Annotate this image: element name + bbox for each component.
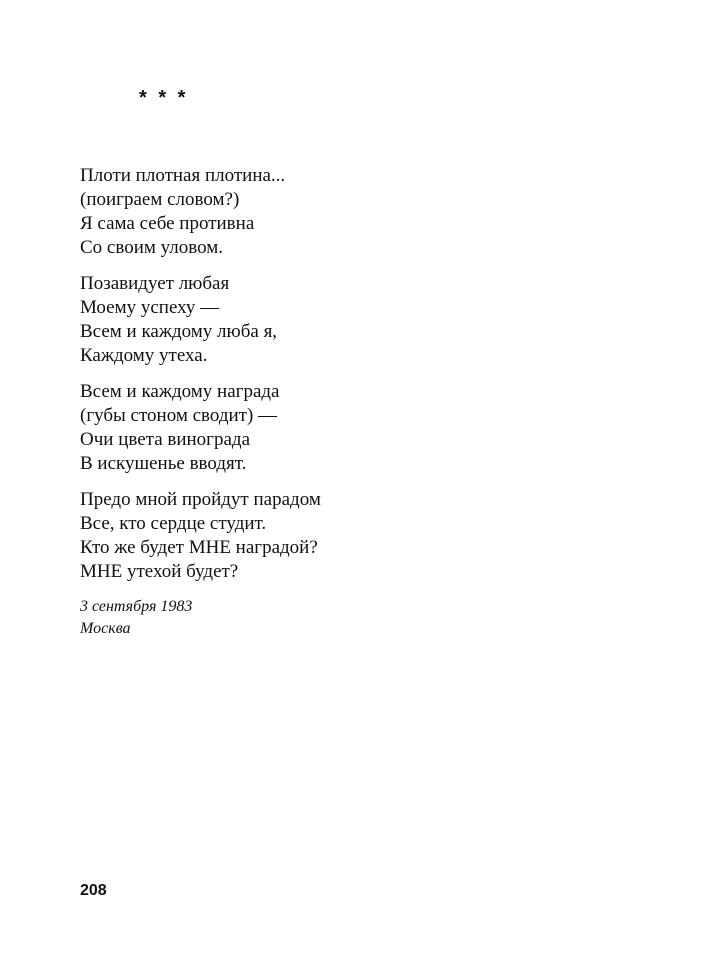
poem-line: В искушенье вводят. xyxy=(80,453,247,474)
poem-line: Кто же будет МНЕ наградой? xyxy=(80,537,318,558)
stanza-4 xyxy=(80,488,640,584)
poem-place: Москва xyxy=(80,620,131,637)
poem-line: Со своим уловом. xyxy=(80,237,224,258)
poem-dateline xyxy=(80,596,640,640)
poem-line: Всем и каждому люба я, xyxy=(80,321,278,342)
poem-line: Каждому утеха. xyxy=(80,345,208,366)
poem-line: Я сама себе противна xyxy=(80,213,255,234)
poem-line: (поиграем словом?) xyxy=(80,189,240,210)
poem-line: Плоти плотная плотина... xyxy=(80,165,286,186)
poem-line: Очи цвета винограда xyxy=(80,429,251,450)
poem-line: (губы стоном сводит) — xyxy=(80,405,278,426)
stanza-1 xyxy=(80,164,640,260)
stanza-3 xyxy=(80,380,640,476)
poem-date: 3 сентября 1983 xyxy=(80,598,193,615)
section-separator: * * * xyxy=(139,87,189,109)
poem-line: Моему успеху — xyxy=(80,297,220,318)
page-number: 208 xyxy=(80,882,107,899)
poem-line: Всем и каждому награда xyxy=(80,381,280,402)
stanza-2 xyxy=(80,272,640,368)
poem-line: Позавидует любая xyxy=(80,273,230,294)
poem-line: Все, кто сердце студит. xyxy=(80,513,267,534)
poem-line: Предо мной пройдут парадом xyxy=(80,489,321,510)
poem xyxy=(80,164,640,640)
poem-line: МНЕ утехой будет? xyxy=(80,561,239,582)
